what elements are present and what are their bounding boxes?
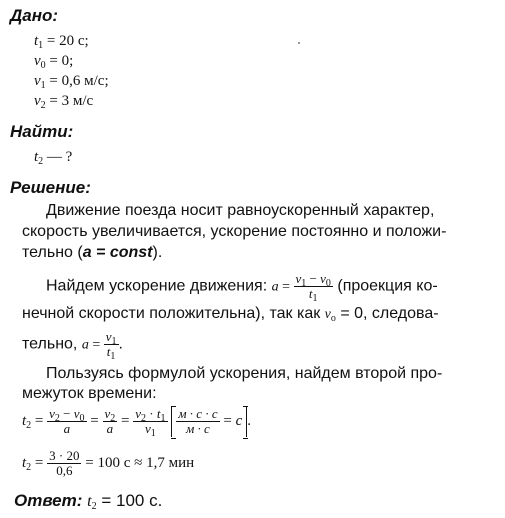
t2-calculation: $t_2$ = $\frac{3 \cdot 20}{0,6}$ = 100 с ≈ 1,7 мин — [22, 448, 195, 478]
units-bracket: $\frac{м \cdot с \cdot с}{м \cdot с}$ = c — [171, 406, 247, 437]
accel-fraction: $\frac{v_1 - v_0}{t_1}$ — [295, 271, 331, 304]
given-v1: $v_1 = 0,6$ м/с; — [34, 73, 109, 91]
answer-line: Ответ: $t_2 = 100$ с. — [14, 491, 163, 512]
para2-line2: нечной скорости положительна), так как $v_o = 0$, следова- — [22, 305, 439, 324]
given-v2: $v_2 = 3$ м/с — [34, 93, 94, 111]
solution-heading: Решение: — [10, 178, 91, 197]
given-heading: Дано: — [10, 6, 59, 25]
given-v0: $v_0 = 0$; — [34, 53, 74, 71]
para2-line1: Найдем ускорение движения: a = $\frac{v_1 - v_0}{t_1}$ (проекция ко- — [46, 271, 438, 304]
para1-line1: Движение поезда носит равноускоренный характер, — [46, 202, 435, 219]
para1-line2: скорость увеличивается, ускорение постоянно и положи- — [22, 223, 447, 240]
find-t2: $t_2$ — ? — [34, 149, 73, 167]
t2-formula: $t_2$ = $\frac{v_2 - v_0}{a}$ = $\frac{v_2}{a}$ = $\frac{v_2 \cdot t_1}{v_1}$ $\frac{м \cdot с \cdot с}{м \cdot с}$ = c . — [22, 406, 251, 439]
para3-line2: межуток времени: — [22, 385, 157, 402]
find-list — [34, 147, 72, 167]
para2-line3: тельно, a = $\frac{v_1}{t_1}$ . — [22, 329, 123, 362]
para3-line1: Пользуясь формулой ускорения, найдем второй про- — [46, 365, 443, 382]
given-list — [34, 31, 109, 111]
speck — [298, 42, 300, 44]
find-heading: Найти: — [10, 122, 74, 141]
para1-line3: тельно (a = const). — [22, 244, 163, 261]
accel-simple-fraction: $\frac{v_1}{t_1}$ — [105, 329, 117, 362]
given-t1: $t_1 = 20$ с; — [34, 33, 89, 51]
